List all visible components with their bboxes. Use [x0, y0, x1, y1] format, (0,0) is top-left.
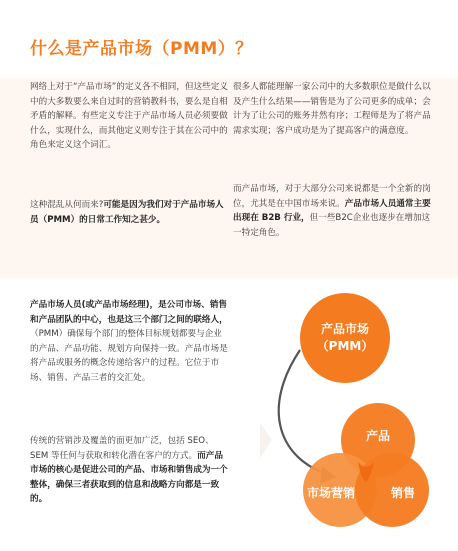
confusion-question: 这种混乱从何而来? [30, 200, 104, 210]
decorative-wedge [260, 423, 272, 458]
pmm-role-b2b: 产品市场人员通常主要出现在 B2B 行业， [233, 198, 431, 223]
pmm-diagram [260, 290, 458, 551]
pmm-circle-label: 产品市场（PMM） [316, 322, 374, 353]
pmm-definition-paragraph [30, 298, 230, 385]
pmm-circle-label-wrap [300, 293, 390, 383]
page-title: 什么是产品市场（PMM）？ [30, 39, 253, 59]
product-label-wrap [348, 420, 408, 450]
marketing-label: 市场营销 [306, 485, 355, 500]
marketing-label-wrap [296, 482, 366, 502]
sales-label: 销售 [390, 485, 415, 500]
pmm-role-b2c: 但一些B2C企业也逐步在增加这一特定角色。 [233, 213, 431, 238]
pmm-definition-bold: 产品市场人员(或产品市场经理)，是公司市场、销售和产品团队的中心，也是这三个部门之间的联络人， [30, 300, 228, 325]
confusion-paragraph [30, 198, 230, 227]
product-label: 产品 [365, 428, 390, 443]
sales-label-wrap [378, 482, 428, 502]
marketing-comparison-bold: 而产品市场的核心是促进公司的产品、市场和销售成为一个整体，确保三者获取到的信息和战略方向都是一致的。 [30, 450, 228, 504]
confusion-answer: 可能是因为我们对于产品市场人员（PMM）的日常工作知之甚少。 [30, 200, 224, 225]
pmm-definition-text: （PMM）确保每个部门的整体目标规划都要与企业的产品、产品功能、规划方向保持一致。产品市场是将产品或服务的概念传递给客户的过程。它位于市场、销售、产品三者的交汇处。 [30, 329, 228, 383]
pmm-role-paragraph [233, 182, 433, 240]
marketing-comparison-paragraph [30, 434, 230, 507]
intro-paragraph-right: 很多人都能理解一家公司中的大多数职位是做什么以及产生什么结果——销售是为了公司更多的成单；会计为了让公司的账务井然有序；工程师是为了将产品需求实现；客户成功是为了提高客户的满意度。 [233, 82, 431, 136]
intro-paragraph-left: 网络上对于“产品市场”的定义各不相同，但这些定义中的大多数要么来自过时的营销教科书，要么是自相矛盾的解释。有些定义专注于产品市场人员必须要做什么，实现什么，而其他定义则专注于其在公司中的角色来定义这个词汇。 [30, 82, 228, 150]
marketing-comparison-text: 传统的营销涉及覆盖的面更加广泛，包括 SEO、SEM 等任何与获取和转化潜在客户的方式。 [30, 436, 214, 461]
pmm-role-text: 而产品市场，对于大部分公司来说都是一个全新的岗位，尤其是在中国市场来说。 [233, 184, 431, 209]
